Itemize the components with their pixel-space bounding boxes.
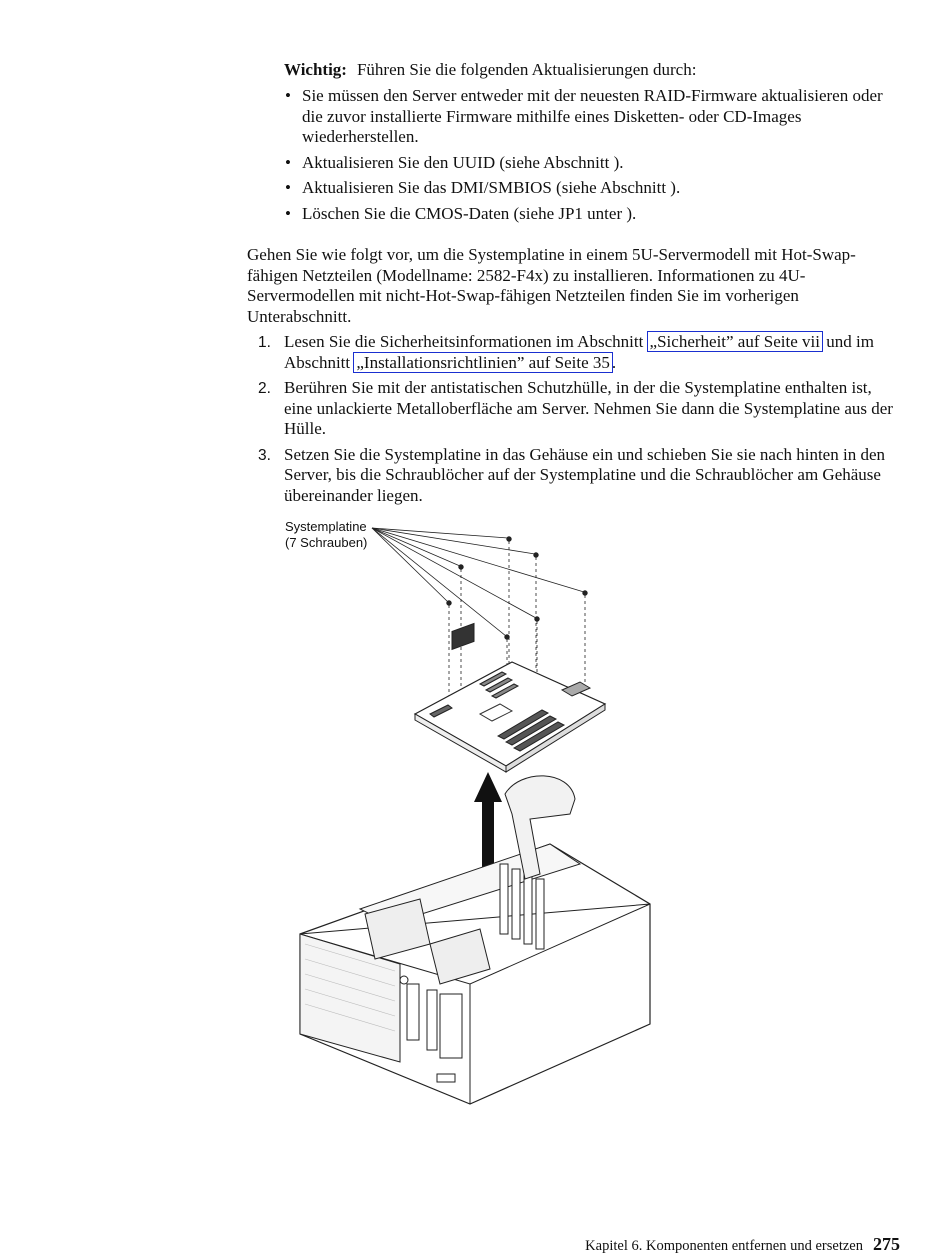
step-number: 2. <box>258 380 271 397</box>
bullet-icon: • <box>285 203 291 223</box>
page-number: 275 <box>873 1234 900 1254</box>
step-3: 3. Setzen Sie die Systemplatine in das Gehäuse ein und schieben Sie sie nach hinten in den Server, bis die Schraublöcher auf der Systemplatine und die Schraublöcher am Gehäuse übereinander liegen. <box>258 444 885 505</box>
procedure-steps <box>247 332 893 511</box>
screws <box>447 537 587 639</box>
intro-paragraph: Gehen Sie wie folgt vor, um die Systemplatine in einem 5U-Servermodell mit Hot-Swap-fähigen Netzteilen (Modellname: 2582-F4x) zu installieren. Informationen zu 4U-Servermodellen mit nicht-Hot-Swap-fähigen Netzteilen finden Sie im vorherigen Unterabschnitt. <box>247 245 856 326</box>
list-item: • Aktualisieren Sie das DMI/SMBIOS (siehe Abschnitt ). <box>285 178 681 197</box>
list-item: • Sie müssen den Server entweder mit der neuesten RAID-Firmware aktualisieren oder die zuvor installierte Firmware mithilfe eines Disketten- oder CD-Images wiederherstellen. <box>285 86 883 146</box>
important-text: Führen Sie die folgenden Aktualisierungen durch: <box>356 60 697 79</box>
list-item: • Löschen Sie die CMOS-Daten (siehe JP1 unter ). <box>285 203 637 223</box>
link-sicherheit[interactable]: „Sicherheit” auf Seite vii <box>647 331 823 352</box>
bullet-icon: • <box>285 178 291 197</box>
step-number: 1. <box>258 334 271 351</box>
important-label: Wichtig: <box>284 60 347 79</box>
page-footer <box>550 1234 900 1257</box>
bullet-icon: • <box>285 86 291 105</box>
system-board-figure <box>280 514 670 1119</box>
link-installationsrichtlinien[interactable]: „Installationsrichtlinien” auf Seite 35 <box>353 352 613 373</box>
list-item: • Aktualisieren Sie den UUID (siehe Abschnitt ). <box>285 152 624 172</box>
server-chassis <box>300 776 650 1104</box>
callout-lines <box>372 528 584 636</box>
system-board <box>415 623 605 772</box>
step-2: 2. Berühren Sie mit der antistatischen Schutzhülle, in der die Systemplatine enthalten ist, eine unlackierte Metalloberfläche am Server. Nehmen Sie dann die Systemplatine aus der Hülle. <box>258 378 893 438</box>
system-board-illustration <box>280 514 670 1114</box>
chapter-title: Kapitel 6. Komponenten entfernen und ersetzen <box>585 1238 863 1254</box>
important-note <box>284 60 894 81</box>
step-number: 3. <box>258 446 271 464</box>
bullet-icon: • <box>285 152 291 172</box>
step-1: 1. Lesen Sie die Sicherheitsinformationen im Abschnitt „Sicherheit” auf Seite vii und im Abschnitt „Installationsrichtlinien” auf Seite 35 . <box>258 332 874 372</box>
figure-callout-label: Systemplatine (7 Schrauben) <box>285 519 368 550</box>
update-list <box>284 86 890 229</box>
